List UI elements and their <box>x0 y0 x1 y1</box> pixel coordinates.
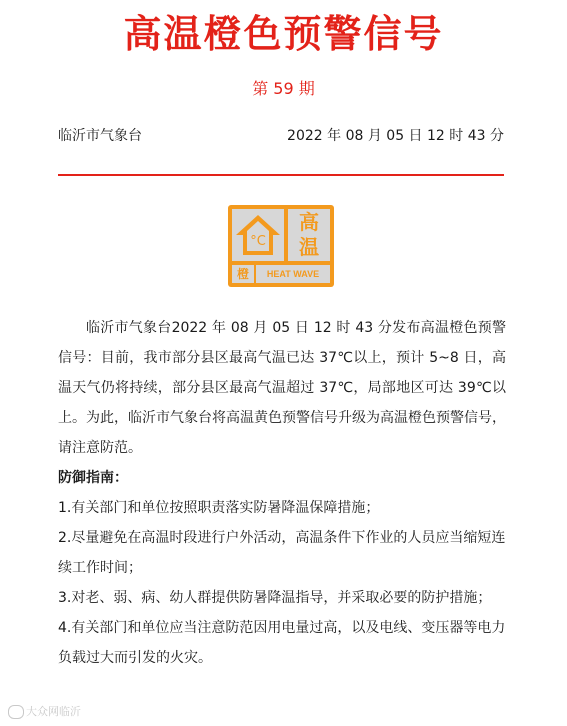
badge-level-char: 橙 <box>232 265 254 283</box>
issue-number: 第 59 期 <box>252 79 315 98</box>
watermark <box>8 704 81 720</box>
guide-item: 1.有关部门和单位按照职责落实防暑降温保障措施； <box>58 500 380 516</box>
warning-body <box>58 313 506 673</box>
badge-english-label: HEAT WAVE <box>256 265 330 283</box>
red-divider <box>58 174 504 176</box>
watermark-text: 大众网临沂 <box>26 705 81 718</box>
weibo-icon <box>8 705 24 719</box>
document-title: 高温橙色预警信号 <box>123 12 444 56</box>
warning-paragraph: 临沂市气象台2022 年 08 月 05 日 12 时 43 分发布高温橙色预警信号：目前，我市部分县区最高气温已达 37℃以上，预计 5~8 日，高温天气仍将持续，部分县区最高气温超过 37℃，局部地区可达 39℃以上。为此，临沂市气象台将高温黄色预警信号升级为高温橙色预警信号，请注意防范。 <box>58 320 506 456</box>
issue-datetime: 2022 年 08 月 05 日 12 时 43 分 <box>287 128 504 144</box>
badge-big-chars-text: 高温 <box>299 210 319 259</box>
heat-wave-orange-badge <box>228 205 334 287</box>
guide-item: 2.尽量避免在高温时段进行户外活动，高温条件下作业的人员应当缩短连续工作时间； <box>58 530 506 576</box>
issuer-name: 临沂市气象台 <box>58 128 142 144</box>
thermometer-house-icon <box>232 209 284 261</box>
guide-item: 4.有关部门和单位应当注意防范因用电量过高，以及电线、变压器等电力负载过大而引发的火灾。 <box>58 620 506 666</box>
celsius-label: °C <box>250 234 266 249</box>
guide-heading: 防御指南： <box>58 470 128 486</box>
guide-item: 3.对老、弱、病、幼人群提供防暑降温指导，并采取必要的防护措施； <box>58 590 492 606</box>
badge-big-chars <box>288 209 330 261</box>
